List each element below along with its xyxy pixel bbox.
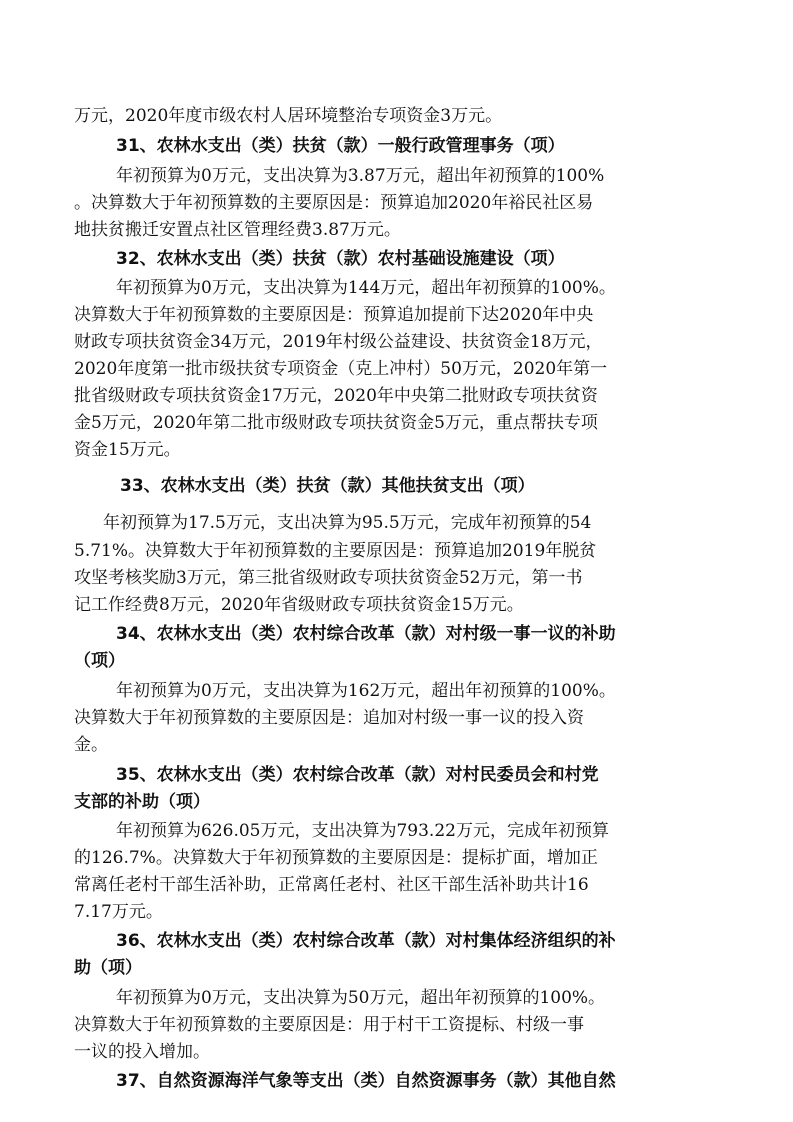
section-heading-34: 34、农林水支出（类）农村综合改革（款）对村级一事一议的补助 (116, 624, 616, 644)
text-line: 记工作经费8万元，2020年省级财政专项扶贫资金15万元。 (74, 595, 524, 615)
section-heading-37: 37、自然资源海洋气象等支出（类）自然资源事务（款）其他自然 (116, 1071, 616, 1091)
section-heading-35-cont: 支部的补助（项） (74, 792, 210, 812)
text-line: 决算数大于年初预算数的主要原因是：追加对村级一事一议的投入资 (74, 708, 584, 728)
section-heading-36: 36、农林水支出（类）农村综合改革（款）对村集体经济组织的补 (116, 931, 616, 951)
text-line: 决算数大于年初预算数的主要原因是：用于村干工资提标、村级一事 (74, 1015, 584, 1035)
text-line: 7.17万元。 (74, 902, 163, 922)
text-line: 。决算数大于年初预算数的主要原因是：预算追加2020年裕民社区易 (74, 193, 594, 213)
section-heading-36-cont: 助（项） (74, 958, 142, 978)
text-line: 一议的投入增加。 (74, 1042, 210, 1062)
text-line: 批省级财政专项扶贫资金17万元，2020年中央第二批财政专项扶贫资 (74, 386, 598, 406)
text-line: 年初预算为17.5万元，支出决算为95.5万元，完成年初预算的54 (103, 513, 592, 533)
text-line: 年初预算为0万元，支出决算为3.87万元，超出年初预算的100% (116, 166, 605, 186)
text-line: 财政专项扶贫资金34万元，2019年村级公益建设、扶贫资金18万元， (74, 332, 603, 352)
text-line: 2020年度第一批市级扶贫专项资金（克上冲村）50万元，2020年第一 (74, 359, 608, 379)
text-line: 决算数大于年初预算数的主要原因是：预算追加提前下达2020年中央 (74, 305, 594, 325)
text-line: 年初预算为0万元，支出决算为50万元，超出年初预算的100%。 (116, 988, 606, 1008)
section-heading-31: 31、农林水支出（类）扶贫（款）一般行政管理事务（项） (116, 136, 565, 156)
text-line: 金5万元，2020年第二批市级财政专项扶贫资金5万元，重点帮扶专项 (74, 413, 598, 433)
text-line: 年初预算为0万元，支出决算为162万元，超出年初预算的100%。 (116, 681, 616, 701)
text-line: 攻坚考核奖励3万元，第三批省级财政专项扶贫资金52万元，第一书 (74, 568, 583, 588)
text-line: 年初预算为626.05万元，支出决算为793.22万元，完成年初预算 (116, 821, 609, 841)
section-heading-32: 32、农林水支出（类）扶贫（款）农村基础设施建设（项） (116, 249, 565, 269)
text-line: 资金15万元。 (74, 440, 181, 460)
text-line: 金。 (74, 735, 108, 755)
text-line: 5.71%。决算数大于年初预算数的主要原因是：预算追加2019年脱贫 (74, 541, 597, 561)
text-line: 万元，2020年度市级农村人居环境整治专项资金3万元。 (74, 106, 503, 126)
text-line: 地扶贫搬迁安置点社区管理经费3.87万元。 (74, 220, 401, 240)
section-heading-34-cont: （项） (74, 651, 125, 671)
text-line: 年初预算为0万元，支出决算为144万元，超出年初预算的100%。 (116, 278, 616, 298)
text-line: 常离任老村干部生活补助，正常离任老村、社区干部生活补助共计16 (74, 875, 589, 895)
section-heading-35: 35、农林水支出（类）农村综合改革（款）对村民委员会和村党 (116, 765, 599, 785)
section-heading-33: 33、农林水支出（类）扶贫（款）其他扶贫支出（项） (120, 476, 535, 496)
text-line: 的126.7%。决算数大于年初预算数的主要原因是：提标扩面，增加正 (74, 848, 598, 868)
